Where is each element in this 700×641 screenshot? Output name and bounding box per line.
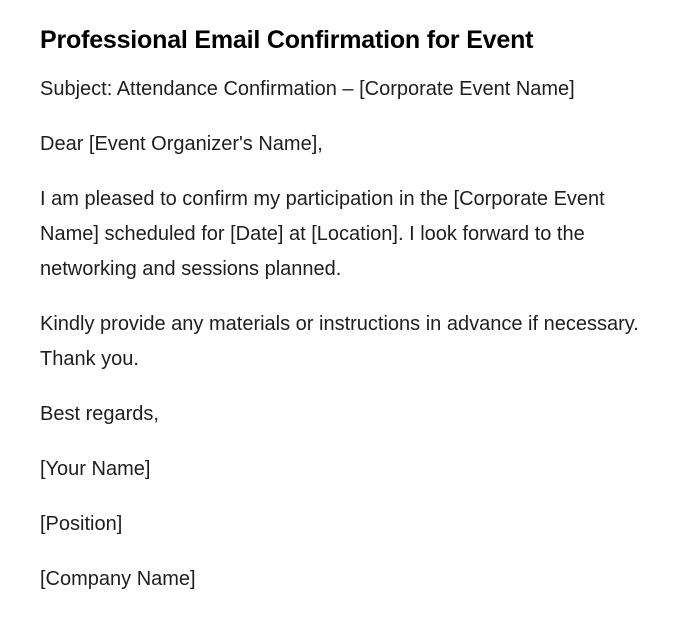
- email-closing: Best regards,: [40, 403, 159, 425]
- email-body-paragraph: I am pleased to confirm my participation in the [Corporate Event Name] scheduled for [Date] at [Location]. I look forward to the networking and sessions planned.: [40, 188, 605, 280]
- signature-name: [Your Name]: [40, 458, 151, 480]
- email-body-paragraph: Kindly provide any materials or instructions in advance if necessary. Thank you.: [40, 313, 639, 370]
- email-subject: Subject: Attendance Confirmation – [Corporate Event Name]: [40, 78, 575, 100]
- document-title: Professional Email Confirmation for Event: [40, 26, 534, 54]
- signature-company: [Company Name]: [40, 568, 196, 590]
- signature-position: [Position]: [40, 513, 123, 535]
- email-greeting: Dear [Event Organizer's Name],: [40, 133, 323, 155]
